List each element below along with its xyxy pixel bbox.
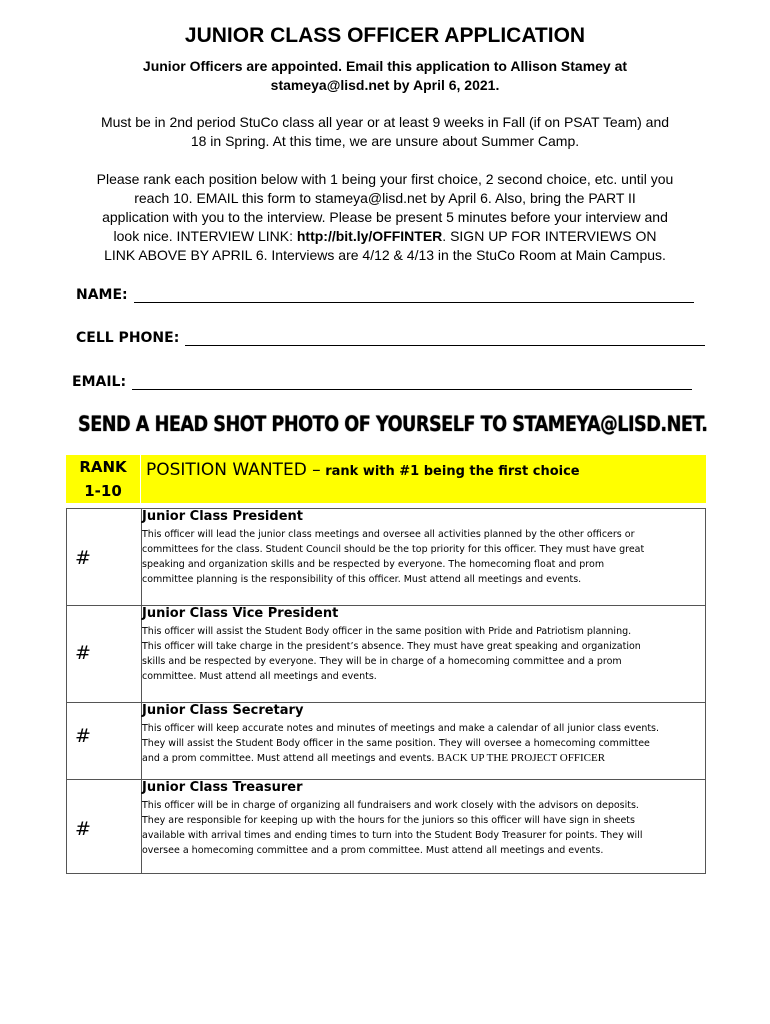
table-row (67, 606, 706, 703)
rank-header-line-1: RANK (79, 458, 127, 476)
position-text-line: oversee a homecoming committee and a prom committee. Must attend all meetings and events. (142, 845, 604, 856)
positions-table (66, 508, 706, 874)
rank-header (66, 455, 140, 503)
position-description (142, 703, 706, 780)
appointment-notice (70, 57, 700, 95)
instructions-line-4 (70, 227, 700, 246)
position-description (142, 606, 706, 703)
interview-link[interactable]: http://bit.ly/OFFINTER (296, 228, 443, 244)
email-input-line[interactable] (132, 375, 692, 390)
appointment-notice-line-2: stameya@lisd.net by April 6, 2021. (270, 77, 500, 93)
rank-placeholder[interactable]: # (75, 725, 91, 747)
backup-officer-note: BACK UP THE PROJECT OFFICER (434, 752, 606, 764)
rank-cell[interactable] (67, 703, 142, 780)
position-text-line: speaking and organization skills and be respected by everyone. The homecoming float and prom (142, 559, 605, 570)
appointment-notice-line-1: Junior Officers are appointed. Email this application to Allison Stamey at (142, 58, 628, 74)
requirements-paragraph (70, 113, 700, 151)
position-text-line: committee. Must attend all meetings and events. (142, 671, 377, 682)
rank-placeholder[interactable]: # (75, 547, 91, 569)
position-text-line-part: and a prom committee. Must attend all meetings and events. (142, 753, 435, 764)
position-title: Junior Class Vice President (142, 606, 339, 621)
position-text-line: This officer will keep accurate notes and minutes of meetings and make a calendar of all junior class events. (142, 723, 660, 734)
table-row (67, 509, 706, 606)
position-text-line: They are responsible for keeping up with the hours for the juniors so this officer will have sign in sheets (142, 815, 635, 826)
table-row (67, 703, 706, 780)
headshot-notice: SEND A HEAD SHOT PHOTO OF YOURSELF TO STAMEYA@LISD.NET. (78, 412, 708, 436)
position-text-line: available with arrival times and ending times to turn into the Student Body Treasurer for points. They will (142, 830, 643, 841)
position-text-line: This officer will lead the junior class meetings and oversee all activities planned by the other officers or (142, 529, 635, 540)
position-text-line: committee planning is the responsibility of this officer. Must attend all meetings and events. (142, 574, 582, 585)
rank-cell[interactable] (67, 780, 142, 874)
position-text-line: committees for the class. Student Council should be the top priority for this officer. They must have great (142, 544, 645, 555)
name-field[interactable] (76, 287, 694, 303)
instructions-line-4-tail: . SIGN UP FOR INTERVIEWS ON (442, 228, 657, 244)
cell-phone-label: CELL PHONE: (76, 330, 180, 346)
position-title: Junior Class Treasurer (142, 780, 303, 795)
position-text-line: This officer will be in charge of organizing all fundraisers and work closely with the advisors on deposits. (142, 800, 639, 811)
email-label: EMAIL: (72, 374, 127, 390)
name-label: NAME: (76, 287, 128, 303)
instructions-paragraph (70, 170, 700, 265)
position-text (142, 624, 705, 684)
rank-cell[interactable] (67, 509, 142, 606)
position-text-line: This officer will take charge in the president’s absence. They must have great speaking and organization (142, 641, 641, 652)
position-text-line (142, 751, 705, 766)
rank-placeholder[interactable]: # (75, 818, 91, 840)
position-text-line: This officer will assist the Student Body officer in the same position with Pride and Patriotism planning. (142, 626, 632, 637)
instructions-line-1: Please rank each position below with 1 being your first choice, 2 second choice, etc. until you (96, 171, 674, 187)
requirements-line-1: Must be in 2nd period StuCo class all year or at least 9 weeks in Fall (if on PSAT Team) and (100, 114, 670, 130)
instructions-line-5: LINK ABOVE BY APRIL 6. Interviews are 4/12 & 4/13 in the StuCo Room at Main Campus. (104, 247, 666, 263)
table-row (67, 780, 706, 874)
email-field[interactable] (72, 374, 692, 390)
position-title: Junior Class Secretary (142, 703, 304, 718)
position-description (142, 780, 706, 874)
rank-header-line-2: 1-10 (84, 482, 122, 500)
cell-phone-input-line[interactable] (185, 331, 705, 346)
rank-placeholder[interactable]: # (75, 642, 91, 664)
position-header-title: POSITION WANTED – (146, 460, 321, 480)
page-title: JUNIOR CLASS OFFICER APPLICATION (184, 24, 586, 47)
rank-cell[interactable] (67, 606, 142, 703)
position-text-line: skills and be respected by everyone. They will be in charge of a homecoming committee and a prom (142, 656, 622, 667)
instructions-line-4-text: look nice. INTERVIEW LINK: (113, 228, 297, 244)
position-description (142, 509, 706, 606)
cell-phone-field[interactable] (76, 330, 705, 346)
position-header (146, 460, 580, 480)
position-text (142, 721, 705, 766)
instructions-line-2: reach 10. EMAIL this form to stameya@lisd.net by April 6. Also, bring the PART II (134, 190, 636, 206)
position-header-subtitle: rank with #1 being the first choice (320, 464, 580, 479)
instructions-line-3: application with you to the interview. Please be present 5 minutes before your interview and (102, 209, 668, 225)
position-title: Junior Class President (142, 509, 303, 524)
requirements-line-2: 18 in Spring. At this time, we are unsure about Summer Camp. (190, 133, 580, 149)
name-input-line[interactable] (134, 288, 694, 303)
position-text-line: They will assist the Student Body officer in the same position. They will oversee a homecoming committee (142, 738, 650, 749)
position-text (142, 798, 705, 858)
position-text (142, 527, 705, 587)
